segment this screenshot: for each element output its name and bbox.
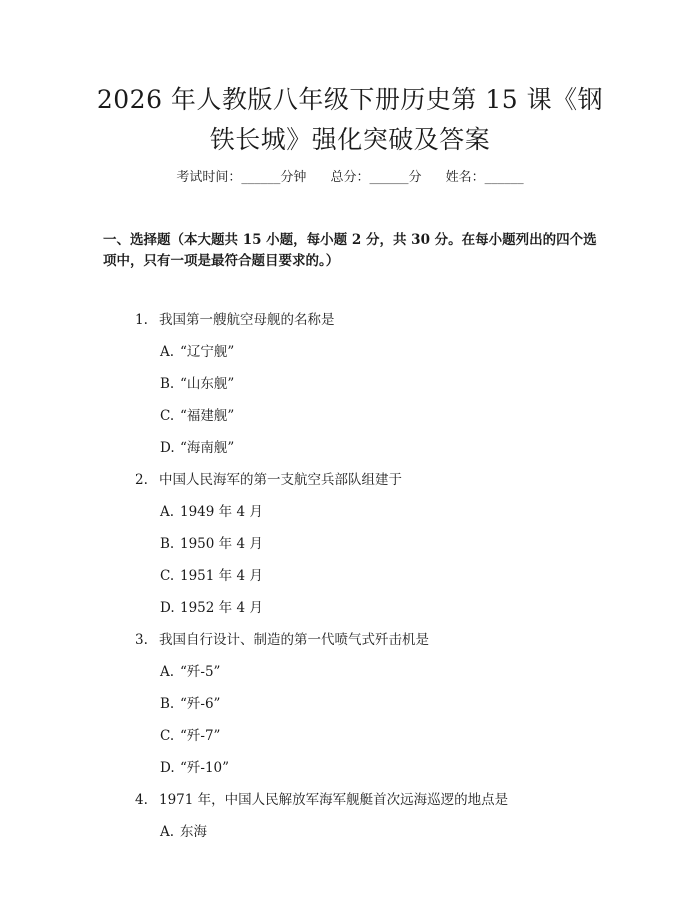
exam-meta: [0, 168, 700, 188]
option-item: [160, 406, 234, 426]
question-number: 1.: [135, 312, 148, 328]
option-text: “辽宁舰”: [180, 344, 235, 360]
option-letter: B.: [160, 376, 175, 392]
page-title: [60, 80, 640, 160]
option-letter: A.: [160, 664, 175, 680]
question-text: 中国人民海军的第一支航空兵部队组建于: [159, 472, 402, 488]
question-number: 4.: [135, 792, 148, 808]
option-item: [160, 342, 234, 362]
question-number: 3.: [135, 632, 148, 648]
option-letter: A.: [160, 504, 175, 520]
option-letter: C.: [160, 408, 175, 424]
section-heading-line-2: 项中，只有一项是最符合题目要求的。）: [103, 253, 340, 269]
option-letter: D.: [160, 440, 175, 456]
section-heading: [103, 230, 603, 272]
option-text: “歼-6”: [180, 696, 221, 712]
option-letter: C.: [160, 728, 175, 744]
question-1: [135, 310, 335, 330]
option-text: “海南舰”: [180, 440, 235, 456]
option-letter: B.: [160, 696, 175, 712]
title-line-1: 2026 年人教版八年级下册历史第 15 课《钢: [96, 85, 604, 114]
section-heading-line-1: 一、选择题（本大题共 15 小题，每小题 2 分，共 30 分。在每小题列出的四个选: [103, 232, 597, 248]
option-text: “歼-5”: [180, 664, 221, 680]
option-item: [160, 534, 263, 554]
option-text: 1950 年 4 月: [180, 536, 263, 552]
exam-time: 考试时间：______分钟: [176, 170, 307, 185]
question-text: 我国第一艘航空母舰的名称是: [159, 312, 335, 328]
exam-total-score: 总分：______分: [330, 170, 422, 185]
option-text: 1952 年 4 月: [180, 600, 263, 616]
option-item: [160, 758, 229, 778]
option-letter: A.: [160, 344, 175, 360]
option-item: [160, 662, 220, 682]
option-item: [160, 502, 263, 522]
title-line-2: 铁长城》强化突破及答案: [209, 125, 491, 154]
option-text: “歼-7”: [180, 728, 221, 744]
option-text: 1951 年 4 月: [180, 568, 263, 584]
option-letter: B.: [160, 536, 175, 552]
option-item: [160, 726, 220, 746]
option-letter: D.: [160, 760, 175, 776]
question-number: 2.: [135, 472, 148, 488]
option-text: 东海: [180, 824, 207, 840]
exam-name-field: 姓名：______: [445, 170, 524, 185]
question-text: 我国自行设计、制造的第一代喷气式歼击机是: [159, 632, 429, 648]
option-item: [160, 374, 234, 394]
option-text: 1949 年 4 月: [180, 504, 263, 520]
option-item: [160, 438, 234, 458]
option-item: [160, 694, 220, 714]
question-3: [135, 630, 429, 650]
option-letter: C.: [160, 568, 175, 584]
option-letter: A.: [160, 824, 175, 840]
option-text: “山东舰”: [180, 376, 235, 392]
option-item: [160, 822, 207, 842]
question-2: [135, 470, 402, 490]
option-text: “歼-10”: [180, 760, 230, 776]
option-item: [160, 566, 263, 586]
option-item: [160, 598, 263, 618]
question-4: [135, 790, 508, 810]
option-text: “福建舰”: [180, 408, 235, 424]
question-text: 1971 年，中国人民解放军海军舰艇首次远海巡逻的地点是: [159, 792, 509, 808]
option-letter: D.: [160, 600, 175, 616]
